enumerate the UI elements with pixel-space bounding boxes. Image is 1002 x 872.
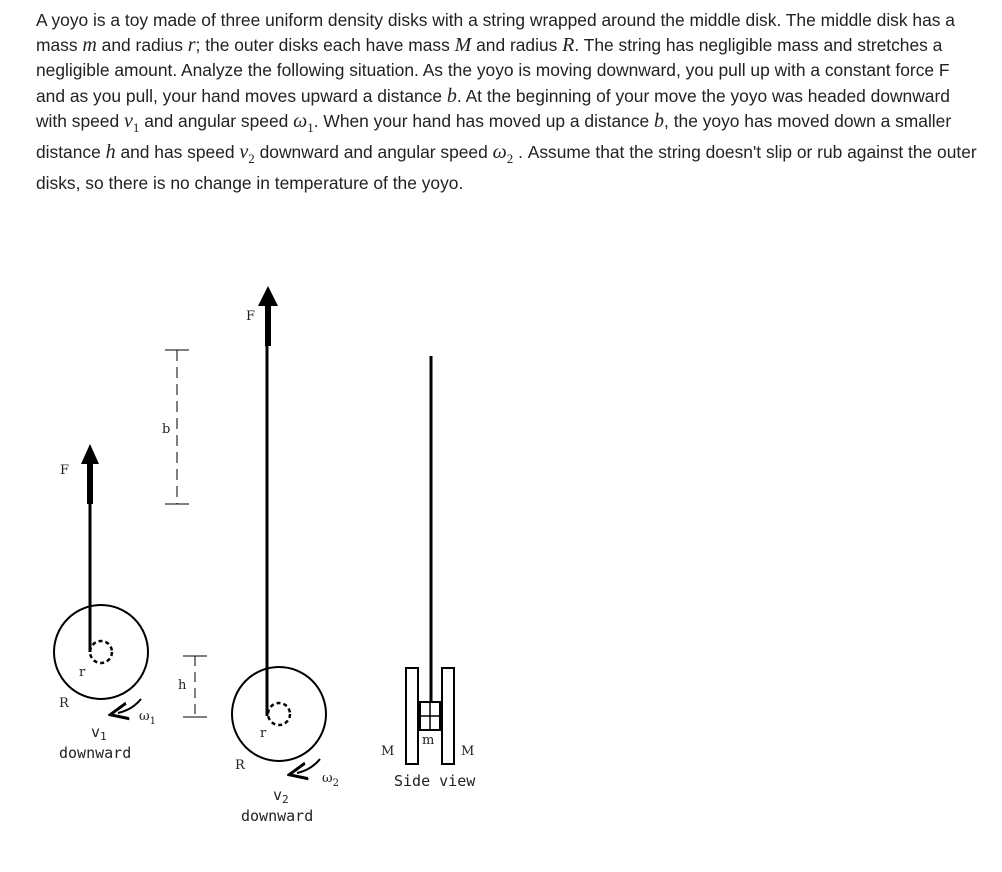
outer-disk — [232, 667, 326, 761]
omega-label: $\omega_1$ — [139, 709, 156, 727]
velocity-label: $v_1$ — [91, 723, 107, 743]
force-arrow-shaft — [265, 304, 271, 346]
b-distance-marker — [162, 350, 189, 504]
M-right-label: M — [461, 744, 475, 759]
direction-label: downward — [59, 744, 132, 762]
var-M: M — [454, 34, 472, 57]
rotation-arrow — [297, 759, 320, 773]
var-r: r — [187, 34, 196, 57]
side-view-caption: Side view — [394, 772, 476, 790]
outer-disk-right — [442, 668, 454, 764]
outer-disk-left — [406, 668, 418, 764]
b-label: b — [162, 422, 171, 437]
rotation-arrow — [118, 699, 141, 713]
r-label: r — [260, 726, 267, 741]
force-arrow-head — [258, 286, 278, 306]
inner-disk — [90, 641, 112, 663]
M-left-label: M — [381, 744, 395, 759]
var-v1: $v_1$ — [123, 109, 140, 135]
force-arrow-shaft — [87, 462, 93, 504]
r-label: r — [79, 665, 86, 680]
force-arrow-head — [81, 444, 99, 464]
R-label: R — [59, 696, 69, 711]
direction-label: downward — [241, 807, 314, 825]
var-omega2: $\omega_2$ — [492, 141, 514, 167]
velocity-label: $v_2$ — [273, 786, 289, 806]
inner-disk — [268, 703, 290, 725]
side-view — [381, 356, 476, 790]
force-label: F — [60, 463, 70, 478]
omega-label: $\omega_2$ — [322, 771, 339, 789]
R-label: R — [235, 758, 245, 773]
var-omega1: $\omega_1$ — [293, 109, 314, 135]
yoyo-initial — [54, 350, 207, 762]
var-R: R — [562, 34, 575, 57]
outer-disk — [54, 605, 148, 699]
var-h: h — [105, 141, 116, 164]
h-distance-marker — [178, 656, 207, 717]
h-label: h — [178, 678, 187, 693]
yoyo-final — [232, 286, 339, 825]
var-b-2: b — [654, 109, 665, 132]
problem-paragraph: A yoyo is a toy made of three uniform density disks with a string wrapped around the middle disk. The middle disk has a mass m and radius r; the outer disks each have mass M and radius R. The string has negligible mass and stretches a negligible amount. Analyze the following situation. As the yoyo is moving downward, you pull up with a constant force F and as you pull, your hand moves upward a distance b. At the beginning of your move the yoyo was headed downward with speed $v_1$ and angular speed $\omega_1$. When your hand has moved up a distance b, the yoyo has moved down a smaller distance h and has speed $v_2$ downward and angular speed $\omega_2$ . Assume that the string doesn't slip or rub against the outer disks, so there is no change in temperature of the yoyo. — [36, 10, 977, 194]
var-b: b — [446, 84, 457, 107]
var-m: m — [82, 34, 97, 57]
var-v2: $v_2$ — [239, 141, 255, 167]
m-label: m — [422, 733, 435, 748]
force-label: F — [246, 309, 256, 324]
